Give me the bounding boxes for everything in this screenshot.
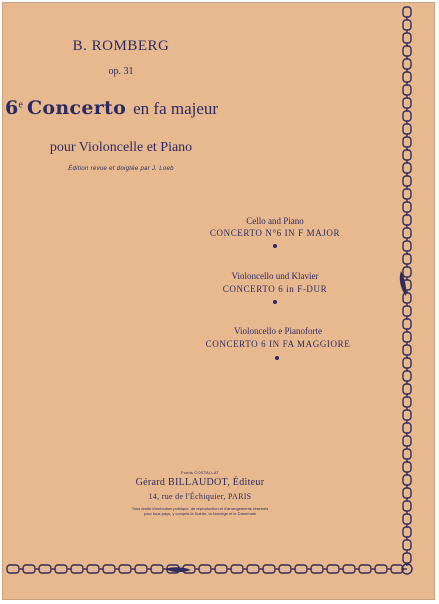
chain-link: [403, 202, 411, 212]
chain-link: [151, 565, 163, 573]
chain-link: [87, 565, 99, 573]
chain-link: [403, 449, 411, 459]
chain-link: [343, 565, 355, 573]
chain-link: [327, 565, 339, 573]
chain-link: [403, 98, 411, 108]
title-superscript: e: [18, 99, 23, 111]
chain-link: [403, 7, 411, 17]
instrumentation-subtitle: pour Violoncelle et Piano: [49, 140, 193, 155]
publisher-former-fund: Fonds COSTALLAT: [181, 470, 219, 475]
chain-link: [403, 293, 411, 303]
chain-link: [403, 72, 411, 82]
chain-link: [403, 423, 411, 433]
chain-link: [403, 436, 411, 446]
rights-line-2: pour tous pays, y compris la Suède, la Norvège et le Danemark: [143, 511, 257, 516]
translation-it-instrumentation: Violoncello e Pianoforte: [234, 326, 322, 336]
chain-link: [403, 540, 411, 550]
chain-link: [403, 137, 411, 147]
chain-link: [403, 397, 411, 407]
translation-de-title: CONCERTO 6 in F-DUR: [222, 284, 328, 294]
chain-link: [215, 565, 227, 573]
translation-it-title: CONCERTO 6 IN FA MAGGIORE: [205, 339, 351, 349]
leaf-ornament-icon: [165, 271, 406, 572]
chain-link: [359, 565, 371, 573]
chain-link: [375, 565, 387, 573]
chain-link: [403, 85, 411, 95]
chain-link: [403, 475, 411, 485]
chain-link: [403, 306, 411, 316]
chain-link: [403, 332, 411, 342]
chain-link: [119, 565, 131, 573]
chain-link: [403, 111, 411, 121]
chain-link: [391, 565, 403, 573]
chain-link: [403, 59, 411, 69]
chain-link: [403, 488, 411, 498]
publisher-name: Gérard BILLAUDOT, Éditeur: [135, 477, 265, 488]
title-main: Concerto: [26, 97, 127, 119]
translation-de-instrumentation: Violoncello und Klavier: [231, 271, 319, 281]
chain-link: [403, 514, 411, 524]
chain-link: [403, 267, 411, 277]
chain-link: [403, 150, 411, 160]
chain-link: [247, 565, 259, 573]
chain-link: [403, 189, 411, 199]
score-cover: [2, 2, 435, 600]
chain-link: [135, 565, 147, 573]
chain-link: [403, 20, 411, 30]
chain-link: [403, 254, 411, 264]
chain-link: [199, 565, 211, 573]
chain-link: [403, 501, 411, 511]
chain-link: [403, 163, 411, 173]
chain-link: [403, 176, 411, 186]
chain-link: [403, 371, 411, 381]
title-key: en fa majeur: [133, 99, 219, 118]
chain-link: [403, 319, 411, 329]
chain-link: [295, 565, 307, 573]
chain-link: [403, 215, 411, 225]
chain-link: [403, 228, 411, 238]
chain-link: [403, 33, 411, 43]
composer-name: B. ROMBERG: [72, 38, 170, 54]
chain-link: [23, 565, 35, 573]
chain-link: [403, 462, 411, 472]
chain-link: [403, 46, 411, 56]
title-number: 6: [5, 97, 19, 119]
chain-link: [55, 565, 67, 573]
publisher-address: 14, rue de l'Échiquier, PARIS: [148, 492, 252, 501]
edition-note: Édition revue et doigtée par J. Loeb: [68, 166, 174, 172]
chain-link: [311, 565, 323, 573]
chain-link: [71, 565, 83, 573]
chain-link: [403, 241, 411, 251]
opus-number: op. 31: [108, 66, 134, 77]
chain-link: [279, 565, 291, 573]
translation-en-instrumentation: Cello and Piano: [246, 216, 304, 226]
rights-line-1: Tous droits d'exécution publique, de reproduction et d'arrangements réservés: [131, 506, 269, 511]
chain-ornament-border: [3, 3, 435, 600]
chain-link: [403, 345, 411, 355]
chain-link: [403, 553, 411, 563]
chain-link: [403, 358, 411, 368]
chain-link: [403, 124, 411, 134]
chain-link: [403, 410, 411, 420]
chain-link: [7, 565, 19, 573]
translation-en-title: CONCERTO N°6 IN F MAJOR: [209, 228, 341, 238]
chain-link: [103, 565, 115, 573]
chain-link: [263, 565, 275, 573]
chain-link: [403, 527, 411, 537]
chain-link: [39, 565, 51, 573]
chain-link: [403, 384, 411, 394]
chain-link: [231, 565, 243, 573]
